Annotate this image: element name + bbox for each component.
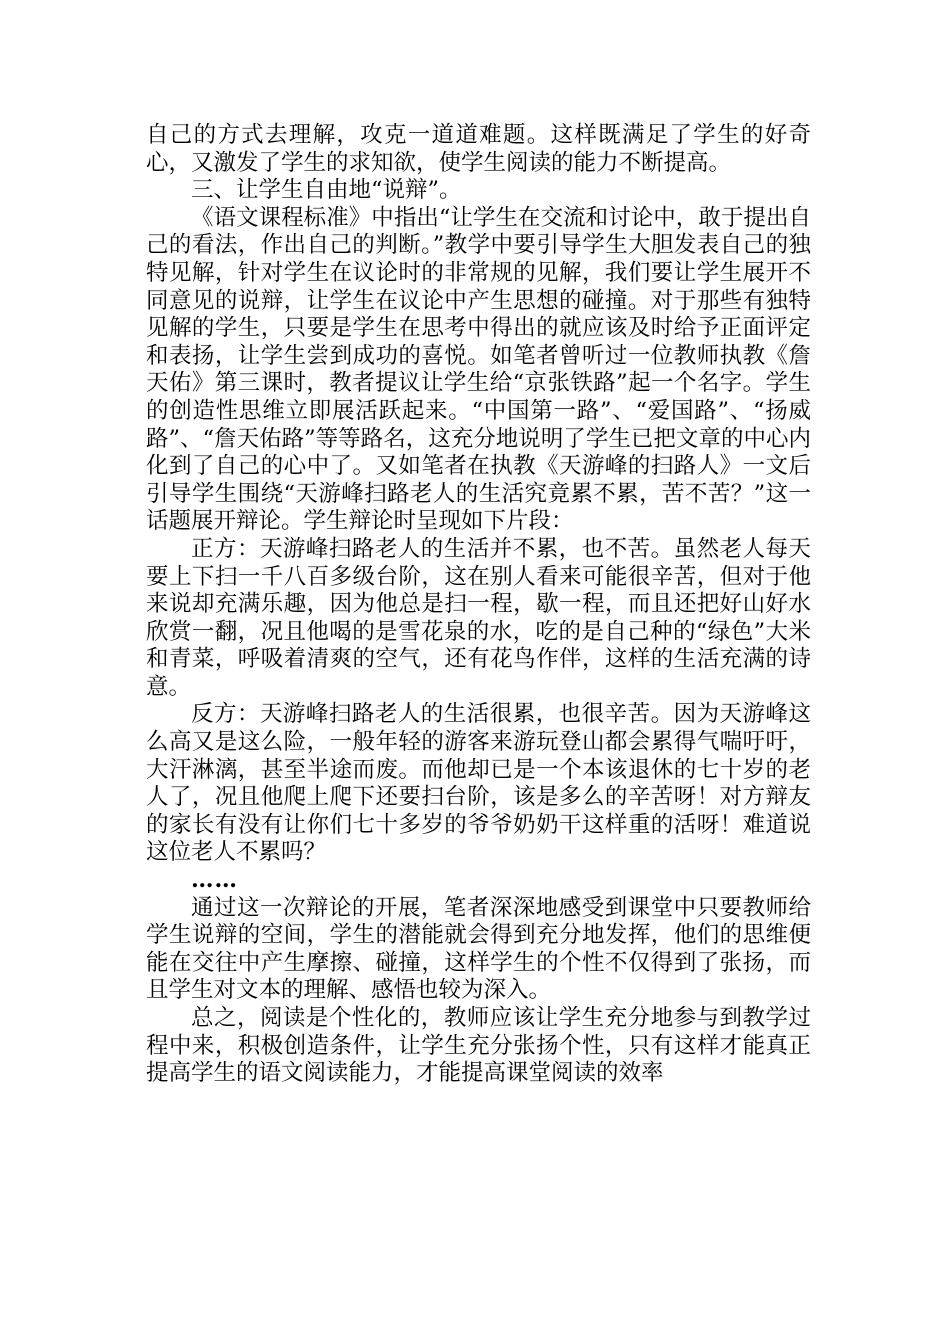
paragraph-debate-reflection: 通过这一次辩论的开展，笔者深深地感受到课堂中只要教师给学生说辩的空间，学生的潜能就会得到充分地发挥，他们的思维便能在交往中产生摩擦、碰撞，这样学生的个性不仅得到了张扬，而且学生对文本的理解、感悟也较为深入。 bbox=[146, 894, 811, 1004]
paragraph-negative-side: 反方：天游峰扫路老人的生活很累，也很辛苦。因为天游峰这么高又是这么险，一般年轻的游客来游玩登山都会累得气喘吁吁，大汗淋漓，甚至半途而废。而他却已是一个本该退休的七十岁的老人了，况且他爬上爬下还要扫台阶，该是多么的辛苦呀！对方辩友的家长有没有让你们七十多岁的爷爷奶奶干这样重的活呀！难道说这位老人不累吗？ bbox=[146, 701, 811, 866]
section-heading: 三、让学生自由地“说辩”。 bbox=[191, 177, 462, 204]
paragraph-affirmative-side: 正方：天游峰扫路老人的生活并不累，也不苦。虽然老人每天要上下扫一千八百多级台阶，这在别人看来可能很辛苦，但对于他来说却充满乐趣，因为他总是扫一程，歇一程，而且还把好山好水欣赏一翻，况且他喝的是雪花泉的水，吃的是自己种的“绿色”大米和青菜，呼吸着清爽的空气，还有花鸟作伴，这样的生活充满的诗意。 bbox=[146, 535, 811, 700]
ellipsis-line: …… bbox=[191, 867, 238, 894]
paragraph-intro-continuation: 自己的方式去理解，攻克一道道难题。这样既满足了学生的好奇心，又激发了学生的求知欲，使学生阅读的能力不断提高。 bbox=[146, 122, 811, 176]
paragraph-conclusion: 总之，阅读是个性化的，教师应该让学生充分地参与到教学过程中来，积极创造条件，让学生充分张扬个性，只有这样才能真正提高学生的语文阅读能力，才能提高课堂阅读的效率 bbox=[146, 1005, 811, 1087]
paragraph-curriculum-standard: 《语文课程标准》中指出“让学生在交流和讨论中，敢于提出自己的看法，作出自己的判断。”教学中要引导学生大胆发表自己的独特见解，针对学生在议论时的非常规的见解，我们要让学生展开不同意见的说辩，让学生在议论中产生思想的碰撞。对于那些有独特见解的学生，只要是学生在思考中得出的就应该及时给予正面评定和表扬，让学生尝到成功的喜悦。如笔者曾听过一位教师执教《詹天佑》第三课时，教者提议让学生给“京张铁路”起一个名字。学生的创造性思维立即展活跃起来。“中国第一路”、“爱国路”、“扬威路”、“詹天佑路”等等路名，这充分地说明了学生已把文章的中心内化到了自己的心中了。又如笔者在执教《天游峰的扫路人》一文后引导学生围绕“天游峰扫路老人的生活究竟累不累，苦不苦？”这一话题展开辩论。学生辩论时呈现如下片段： bbox=[146, 204, 811, 535]
document-body bbox=[146, 122, 811, 1088]
